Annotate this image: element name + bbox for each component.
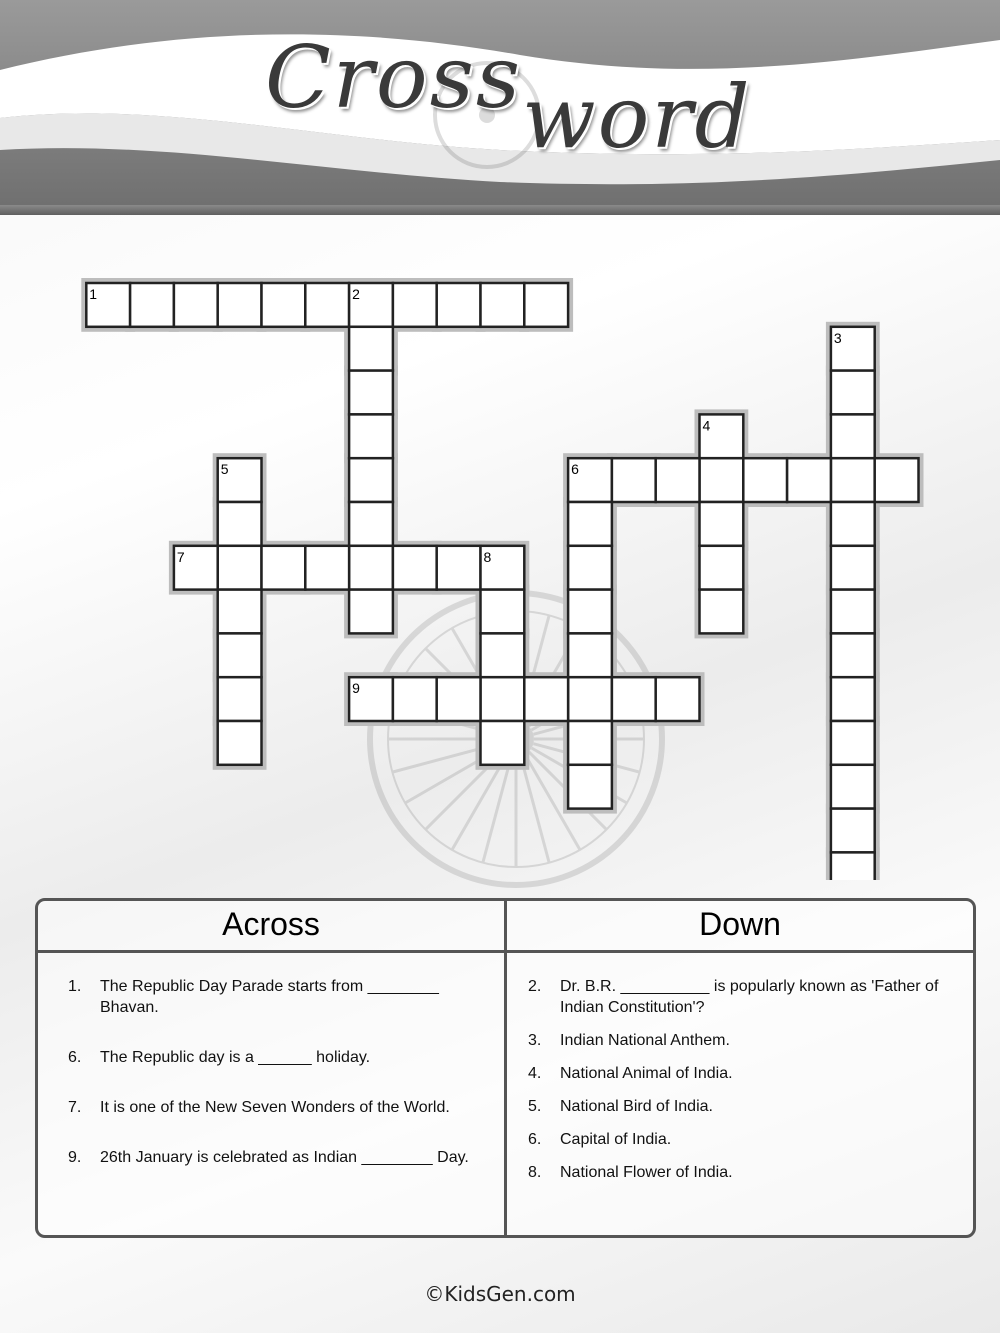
grid-cell[interactable] — [700, 590, 744, 634]
grid-cell[interactable] — [700, 458, 744, 502]
grid-cell[interactable] — [349, 414, 393, 458]
grid-cell[interactable] — [831, 502, 875, 546]
grid-cell[interactable] — [481, 283, 525, 327]
down-clue-2 — [528, 976, 948, 1018]
clue-number: 6. — [528, 1131, 542, 1148]
clue-text: Indian National Anthem. — [560, 1032, 730, 1049]
grid-cell[interactable] — [743, 458, 787, 502]
down-clue-8 — [528, 1162, 948, 1183]
grid-cell[interactable] — [349, 546, 393, 590]
grid-cell[interactable] — [831, 765, 875, 809]
grid-cell[interactable] — [831, 590, 875, 634]
clue-number: 9. — [68, 1149, 82, 1166]
clue-text: Dr. B.R. __________ is popularly known as 'Father of Indian Constitution'? — [560, 978, 939, 1016]
grid-cell[interactable] — [481, 677, 525, 721]
grid-cell[interactable] — [568, 502, 612, 546]
grid-cell[interactable] — [349, 502, 393, 546]
grid-cell[interactable] — [218, 677, 262, 721]
grid-cell[interactable] — [481, 721, 525, 765]
grid-cell[interactable] — [349, 590, 393, 634]
clue-text: The Republic Day Parade starts from ________ Bhavan. — [100, 978, 439, 1016]
cell-number-6: 6 — [571, 461, 579, 478]
grid-cell[interactable] — [262, 546, 306, 590]
clue-text: It is one of the New Seven Wonders of the World. — [100, 1099, 450, 1116]
grid-cell[interactable] — [349, 327, 393, 371]
clue-text: National Animal of India. — [560, 1065, 733, 1082]
grid-cell[interactable] — [612, 458, 656, 502]
down-clue-5 — [528, 1096, 948, 1117]
grid-cell[interactable] — [568, 590, 612, 634]
grid-cell[interactable] — [393, 283, 437, 327]
clue-number: 8. — [528, 1164, 542, 1181]
grid-cell[interactable] — [262, 283, 306, 327]
down-clue-6 — [528, 1129, 948, 1150]
grid-cell[interactable] — [305, 283, 349, 327]
cell-number-2: 2 — [352, 286, 360, 302]
clue-text: National Flower of India. — [560, 1164, 733, 1181]
clue-text: The Republic day is a ______ holiday. — [100, 1049, 371, 1066]
grid-cell[interactable] — [700, 502, 744, 546]
grid-cell[interactable] — [831, 371, 875, 415]
clue-number: 6. — [68, 1049, 82, 1066]
grid-cell[interactable] — [831, 414, 875, 458]
grid-cell[interactable] — [831, 458, 875, 502]
across-clue-list — [68, 976, 478, 1197]
page-title: Crossword — [265, 28, 752, 168]
grid-cell[interactable] — [875, 458, 919, 502]
clue-text: 26th January is celebrated as Indian ________ Day. — [100, 1149, 469, 1166]
grid-cell[interactable] — [568, 546, 612, 590]
grid-cell[interactable] — [831, 809, 875, 853]
clue-number: 7. — [68, 1099, 82, 1116]
down-clue-4 — [528, 1063, 948, 1084]
cell-number-3: 3 — [833, 329, 842, 346]
clue-number: 4. — [528, 1065, 542, 1082]
clue-number: 1. — [68, 978, 82, 995]
grid-cell[interactable] — [831, 677, 875, 721]
grid-cell[interactable] — [524, 677, 568, 721]
across-clue-1 — [68, 976, 478, 1018]
grid-cell[interactable] — [218, 633, 262, 677]
grid-cell[interactable] — [218, 283, 262, 327]
clue-number: 2. — [528, 978, 542, 995]
clue-number: 5. — [528, 1098, 542, 1115]
across-heading: Across — [38, 901, 504, 953]
grid-cell[interactable] — [568, 765, 612, 809]
grid-cell[interactable] — [831, 546, 875, 590]
grid-cell[interactable] — [656, 677, 700, 721]
grid-cell[interactable] — [656, 458, 700, 502]
grid-cell[interactable] — [568, 721, 612, 765]
grid-cell[interactable] — [612, 677, 656, 721]
cell-number-5: 5 — [220, 461, 229, 478]
grid-cell[interactable] — [349, 458, 393, 502]
grid-cell[interactable] — [393, 677, 437, 721]
across-clue-7 — [68, 1097, 478, 1118]
down-clue-list — [528, 976, 948, 1195]
across-clue-9 — [68, 1147, 478, 1168]
grid-cell[interactable] — [481, 590, 525, 634]
grid-cell[interactable] — [700, 546, 744, 590]
grid-cell[interactable] — [218, 502, 262, 546]
copyright-footer: ©KidsGen.com — [424, 1282, 576, 1306]
clue-number: 3. — [528, 1032, 542, 1049]
grid-cell[interactable] — [349, 371, 393, 415]
grid-cell[interactable] — [787, 458, 831, 502]
grid-cell[interactable] — [568, 677, 612, 721]
grid-cell[interactable] — [393, 546, 437, 590]
down-clue-3 — [528, 1030, 948, 1051]
down-heading: Down — [507, 901, 973, 953]
column-divider — [504, 901, 507, 1235]
grid-cell[interactable] — [130, 283, 174, 327]
clue-text: Capital of India. — [560, 1131, 672, 1148]
grid-cell[interactable] — [218, 590, 262, 634]
grid-cell[interactable] — [305, 546, 349, 590]
grid-cell[interactable] — [218, 546, 262, 590]
grid-cell[interactable] — [437, 677, 481, 721]
cell-number-7: 7 — [176, 548, 185, 565]
grid-cell[interactable] — [218, 721, 262, 765]
grid-cell[interactable] — [831, 633, 875, 677]
grid-cell[interactable] — [568, 633, 612, 677]
cell-number-8: 8 — [483, 548, 492, 565]
grid-cell[interactable] — [174, 283, 218, 327]
clue-text: National Bird of India. — [560, 1098, 713, 1115]
grid-cell[interactable] — [437, 283, 481, 327]
cell-number-1: 1 — [89, 286, 98, 302]
grid-cell[interactable] — [831, 852, 875, 880]
grid-cell[interactable] — [481, 633, 525, 677]
grid-cell[interactable] — [524, 283, 568, 327]
grid-cell[interactable] — [831, 721, 875, 765]
across-clue-6 — [68, 1047, 478, 1068]
clues-panel — [35, 898, 976, 1238]
cell-number-4: 4 — [702, 417, 711, 434]
grid-cell[interactable] — [437, 546, 481, 590]
cell-number-9: 9 — [352, 680, 360, 697]
